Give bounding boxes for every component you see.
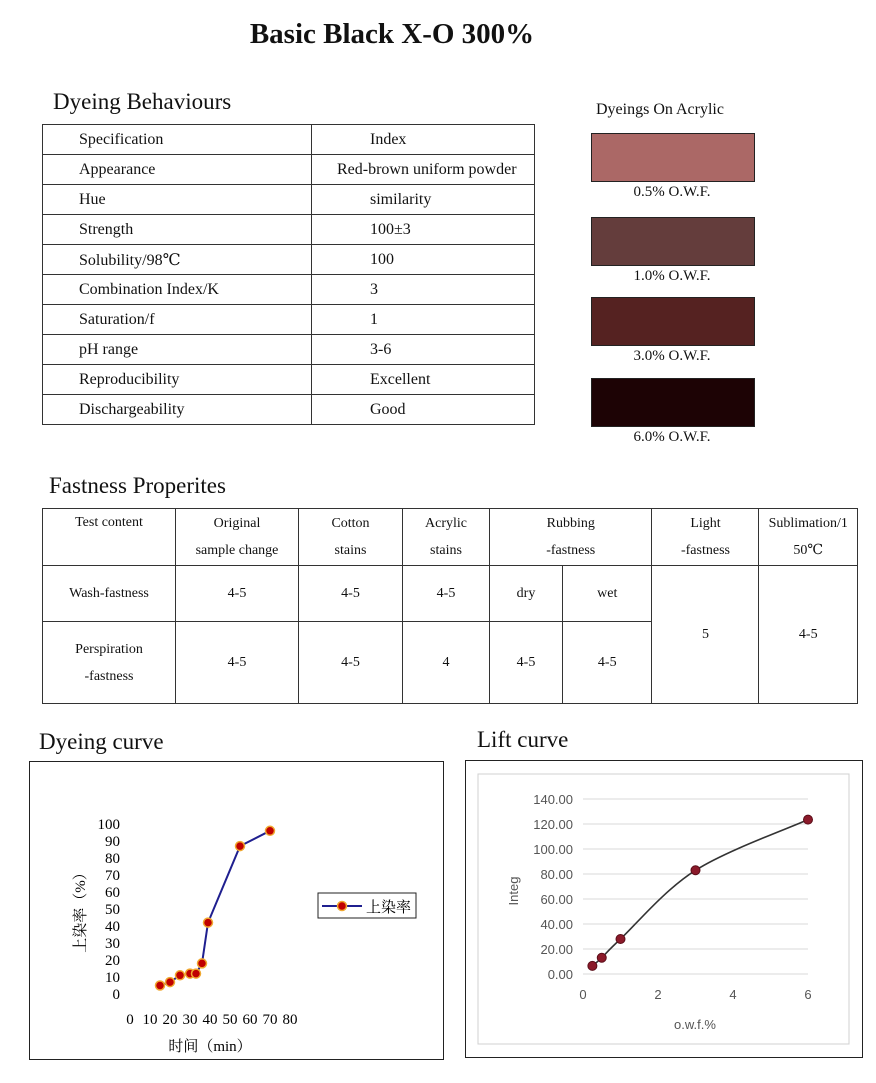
index-cell: Excellent — [312, 365, 535, 395]
spec-cell: Saturation/f — [43, 305, 312, 335]
x-axis-label: 时间（min） — [168, 1039, 252, 1055]
spec-cell: Combination Index/K — [43, 275, 312, 305]
x-tick-label: 30 — [182, 1012, 198, 1028]
spec-cell: Appearance — [43, 155, 312, 185]
data-point — [204, 918, 213, 927]
data-point — [192, 969, 201, 978]
plot-frame — [478, 774, 849, 1044]
spec-cell: Hue — [43, 185, 312, 215]
x-axis-label: o.w.f.% — [674, 1017, 716, 1032]
header-cotton: Cotton stains — [299, 509, 403, 566]
perspiration-wet: 4-5 — [563, 622, 652, 704]
table-row — [43, 509, 858, 566]
index-cell: Good — [312, 395, 535, 425]
data-point — [588, 961, 597, 970]
x-tick-label: 4 — [729, 987, 737, 1002]
index-cell: similarity — [312, 185, 535, 215]
color-swatch — [591, 378, 755, 427]
table-row — [43, 185, 535, 215]
data-point — [804, 815, 813, 824]
header-test-content: Test content — [43, 509, 176, 566]
dyeing-curve-chart — [30, 762, 443, 1059]
fastness-table — [42, 508, 858, 704]
table-row — [43, 335, 535, 365]
perspiration-dry: 4-5 — [490, 622, 563, 704]
page-title: Basic Black X-O 300% — [249, 18, 535, 50]
fastness-heading: Fastness Properites — [49, 473, 226, 498]
data-point — [691, 866, 700, 875]
y-tick-label: 90 — [105, 834, 120, 850]
data-point — [597, 953, 606, 962]
perspiration-label: Perspiration -fastness — [43, 622, 176, 704]
swatch-label: 3.0% O.W.F. — [633, 348, 711, 364]
data-point — [176, 971, 185, 980]
wash-label: Wash-fastness — [43, 566, 176, 622]
perspiration-acrylic: 4 — [403, 622, 490, 704]
light-value: 5 — [652, 566, 759, 704]
y-tick-label: 0.00 — [547, 967, 573, 982]
x-tick-label: 2 — [654, 987, 662, 1002]
legend-marker — [338, 902, 347, 911]
index-cell: Red-brown uniform powder — [312, 155, 535, 185]
spec-cell: Specification — [43, 125, 312, 155]
wash-original: 4-5 — [176, 566, 299, 622]
index-cell: 3 — [312, 275, 535, 305]
data-point — [266, 826, 275, 835]
spec-cell: pH range — [43, 335, 312, 365]
y-tick-label: 60.00 — [540, 892, 573, 907]
index-cell: 3-6 — [312, 335, 535, 365]
data-point — [166, 978, 175, 987]
color-swatch — [591, 217, 755, 266]
y-tick-label: 50 — [105, 902, 120, 918]
y-tick-label: 40.00 — [540, 917, 573, 932]
y-tick-label: 120.00 — [533, 817, 573, 832]
y-tick-label: 80.00 — [540, 867, 573, 882]
rubbing-dry-label: dry — [490, 566, 563, 622]
table-row — [43, 215, 535, 245]
y-tick-label: 70 — [105, 868, 120, 884]
index-cell: Index — [312, 125, 535, 155]
table-row — [43, 365, 535, 395]
color-swatch — [591, 133, 755, 182]
x-tick-label: 20 — [162, 1012, 178, 1028]
table-row — [43, 395, 535, 425]
swatch-label: 6.0% O.W.F. — [633, 429, 711, 445]
lift-curve-chart — [466, 761, 862, 1057]
spec-cell: Dischargeability — [43, 395, 312, 425]
x-tick-label: 50 — [222, 1012, 238, 1028]
y-tick-label: 100 — [97, 817, 120, 833]
y-tick-label: 20.00 — [540, 942, 573, 957]
series-line — [592, 820, 808, 966]
index-cell: 100 — [312, 245, 535, 275]
dyeing-behaviours-heading: Dyeing Behaviours — [53, 89, 232, 114]
x-tick-label: 0 — [126, 1012, 134, 1028]
y-tick-label: 40 — [105, 919, 120, 935]
index-cell: 100±3 — [312, 215, 535, 245]
series-line — [160, 831, 270, 986]
y-axis-label: Integ — [506, 876, 521, 906]
x-tick-label: 0 — [579, 987, 587, 1002]
sublimation-value: 4-5 — [759, 566, 858, 704]
wash-acrylic: 4-5 — [403, 566, 490, 622]
data-point — [236, 842, 245, 851]
x-tick-label: 80 — [282, 1012, 298, 1028]
y-tick-label: 80 — [105, 851, 120, 867]
wash-cotton: 4-5 — [299, 566, 403, 622]
header-original: Original sample change — [176, 509, 299, 566]
data-point — [198, 959, 207, 968]
x-tick-label: 6 — [804, 987, 812, 1002]
rubbing-wet-label: wet — [563, 566, 652, 622]
table-row — [43, 305, 535, 335]
swatch-label: 0.5% O.W.F. — [633, 184, 711, 200]
y-tick-label: 140.00 — [533, 792, 573, 807]
dyeings-heading: Dyeings On Acrylic — [596, 101, 724, 118]
data-point — [616, 935, 625, 944]
dyeing-behaviours-table — [42, 124, 535, 425]
y-tick-label: 60 — [105, 885, 120, 901]
table-row — [43, 566, 858, 622]
y-tick-label: 30 — [105, 936, 120, 952]
spec-cell: Reproducibility — [43, 365, 312, 395]
header-rubbing: Rubbing -fastness — [490, 509, 652, 566]
y-axis-label: 上染率（%） — [73, 865, 89, 953]
lift-curve-heading: Lift curve — [477, 727, 569, 752]
swatch-label: 1.0% O.W.F. — [633, 268, 711, 284]
spec-cell: Solubility/98℃ — [43, 245, 312, 275]
y-tick-label: 100.00 — [533, 842, 573, 857]
x-tick-label: 40 — [202, 1012, 218, 1028]
lift-curve-box — [465, 760, 863, 1058]
table-row — [43, 275, 535, 305]
color-swatch — [591, 297, 755, 346]
perspiration-cotton: 4-5 — [299, 622, 403, 704]
x-tick-label: 10 — [142, 1012, 158, 1028]
y-tick-label: 10 — [105, 970, 120, 986]
header-light: Light -fastness — [652, 509, 759, 566]
dyeing-curve-heading: Dyeing curve — [39, 729, 164, 754]
table-row — [43, 155, 535, 185]
header-sublimation: Sublimation/1 50℃ — [759, 509, 858, 566]
table-row — [43, 245, 535, 275]
data-point — [156, 981, 165, 990]
table-row — [43, 125, 535, 155]
x-tick-label: 70 — [262, 1012, 278, 1028]
index-cell: 1 — [312, 305, 535, 335]
dyeing-curve-box — [29, 761, 444, 1060]
y-tick-label: 20 — [105, 953, 120, 969]
legend-label: 上染率 — [366, 900, 412, 916]
y-tick-label: 0 — [112, 987, 120, 1003]
spec-cell: Strength — [43, 215, 312, 245]
perspiration-original: 4-5 — [176, 622, 299, 704]
x-tick-label: 60 — [242, 1012, 258, 1028]
header-acrylic: Acrylic stains — [403, 509, 490, 566]
